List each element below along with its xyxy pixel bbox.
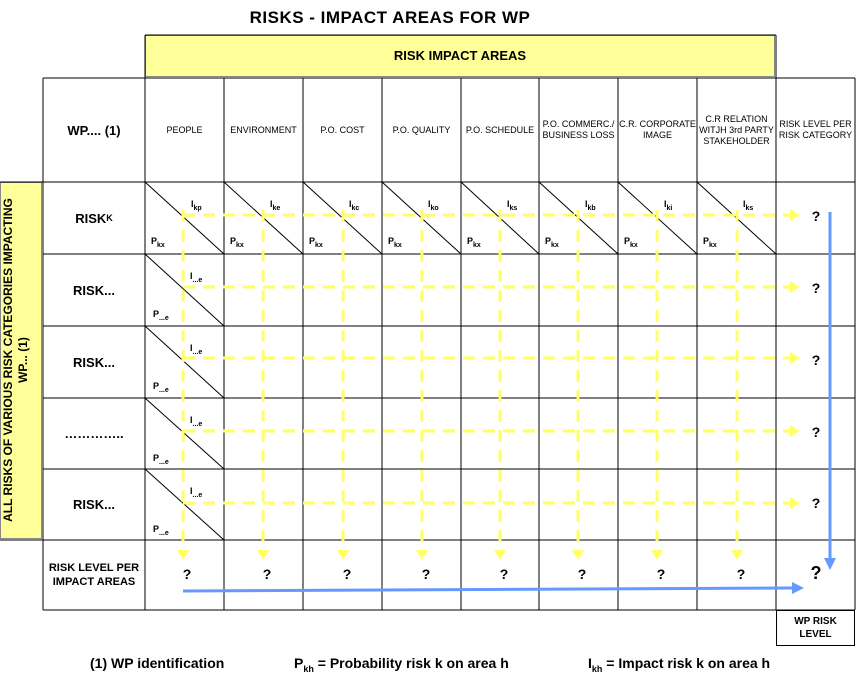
impact-flow-arrowhead	[494, 550, 506, 560]
impact-symbol: $I_{ks}$	[507, 199, 518, 212]
column-header-3: P.O. COST	[320, 124, 365, 135]
risk-category-level-q: ?	[811, 280, 821, 296]
impact-area-level-q: ?	[182, 566, 192, 582]
probability-symbol: $P_{kx}$	[703, 236, 717, 249]
impact-symbol: $I_{kp}$	[191, 199, 202, 212]
impact-flow-arrowhead	[337, 550, 349, 560]
impact-symbol: $I_{ke}$	[270, 199, 281, 212]
column-header-1: PEOPLE	[166, 124, 203, 135]
impact-flow-arrowhead	[416, 550, 428, 560]
row-label-2: RISK...	[73, 282, 115, 298]
row-label-1: RISK K	[75, 210, 113, 226]
impact-flow-arrowhead	[572, 550, 584, 560]
probability-symbol: $P_{...e}$	[153, 453, 169, 466]
impact-symbol: $I_{kc}$	[349, 199, 360, 212]
probability-symbol: $P_{kx}$	[151, 236, 165, 249]
impact-flow-arrowhead	[177, 550, 189, 560]
impact-area-level-q: ?	[342, 566, 352, 582]
risk-category-level-q: ?	[811, 495, 821, 511]
wp-label: WP.... (1)	[67, 122, 121, 138]
impact-symbol: $I_{ki}$	[664, 199, 673, 212]
risk-flow-arrowhead	[790, 497, 800, 509]
column-header-5: P.O. SCHEDULE	[465, 124, 535, 135]
row-label-4: …………..	[64, 426, 124, 441]
risk-flow-arrowhead	[790, 209, 800, 221]
probability-symbol: $P_{kx}$	[467, 236, 481, 249]
wp-risk-level-q: ?	[810, 563, 822, 583]
impact-area-level-q: ?	[262, 566, 272, 582]
risks-side-label: ALL RISKS OF VARIOUS RISK CATEGORIES IMPACTING WP... (1)	[1, 198, 30, 522]
row-label-5: RISK...	[73, 497, 115, 512]
impact-symbol: $I_{...e}$	[190, 415, 203, 428]
column-header-7: C.R. CORPORATE IMAGE	[619, 119, 696, 140]
legend-impact: $I_{kh}$ = Impact risk k on area h	[588, 655, 771, 674]
probability-symbol: $P_{...e}$	[153, 309, 169, 322]
impact-symbol: $I_{kb}$	[585, 199, 596, 212]
impact-flow-arrowhead	[731, 550, 743, 560]
column-header-4: P.O. QUALITY	[392, 124, 451, 135]
impact-total-arrow	[183, 588, 792, 591]
impact-flow-arrowhead	[651, 550, 663, 560]
risk-category-level-q: ?	[811, 424, 821, 440]
impact-total-arrowhead	[792, 582, 804, 594]
impact-area-level-q: ?	[577, 566, 587, 582]
impact-areas-label: RISK IMPACT AREAS	[393, 48, 527, 63]
probability-symbol: $P_{kx}$	[545, 236, 559, 249]
row-label-3: RISK...	[73, 354, 115, 370]
legend-probability: $P_{kh}$ = Probability risk k on area h	[294, 655, 509, 674]
probability-symbol: $P_{...e}$	[153, 381, 169, 394]
impact-symbol: $I_{...e}$	[190, 486, 203, 499]
impact-area-level-q: ?	[421, 566, 431, 582]
probability-symbol: $P_{...e}$	[153, 524, 169, 537]
impact-area-level-q: ?	[656, 566, 666, 582]
column-header-2: ENVIRONMENT	[230, 124, 297, 135]
bottom-row-label: RISK LEVEL PER IMPACT AREAS	[48, 562, 140, 588]
impact-symbol: $I_{...e}$	[190, 343, 203, 356]
column-header-6: P.O. COMMERC./ BUSINESS LOSS	[542, 119, 615, 140]
wp-risk-level-box: WP RISK LEVEL	[776, 610, 855, 646]
probability-symbol: $P_{kx}$	[309, 236, 323, 249]
diagram-title: RISKS - IMPACT AREAS FOR WP	[249, 8, 531, 27]
impact-symbol: $I_{ks}$	[743, 199, 754, 212]
column-header-8: C.R RELATION WITJH 3rd PARTY STAKEHOLDER	[699, 113, 774, 146]
probability-symbol: $P_{kx}$	[624, 236, 638, 249]
probability-symbol: $P_{kx}$	[230, 236, 244, 249]
column-header-risk-level: RISK LEVEL PER RISK CATEGORY	[778, 119, 853, 140]
risk-category-level-q: ?	[811, 352, 821, 368]
risk-flow-arrowhead	[790, 352, 800, 364]
impact-symbol: $I_{...e}$	[190, 271, 203, 284]
legend-wp-id: (1) WP identification	[90, 655, 225, 671]
risk-category-level-q: ?	[811, 208, 821, 224]
impact-flow-arrowhead	[257, 550, 269, 560]
probability-symbol: $P_{kx}$	[388, 236, 402, 249]
impact-area-level-q: ?	[736, 566, 746, 582]
risk-flow-arrowhead	[790, 425, 800, 437]
impact-area-level-q: ?	[499, 566, 509, 582]
risk-flow-arrowhead	[790, 281, 800, 293]
impact-symbol: $I_{ko}$	[428, 199, 439, 212]
